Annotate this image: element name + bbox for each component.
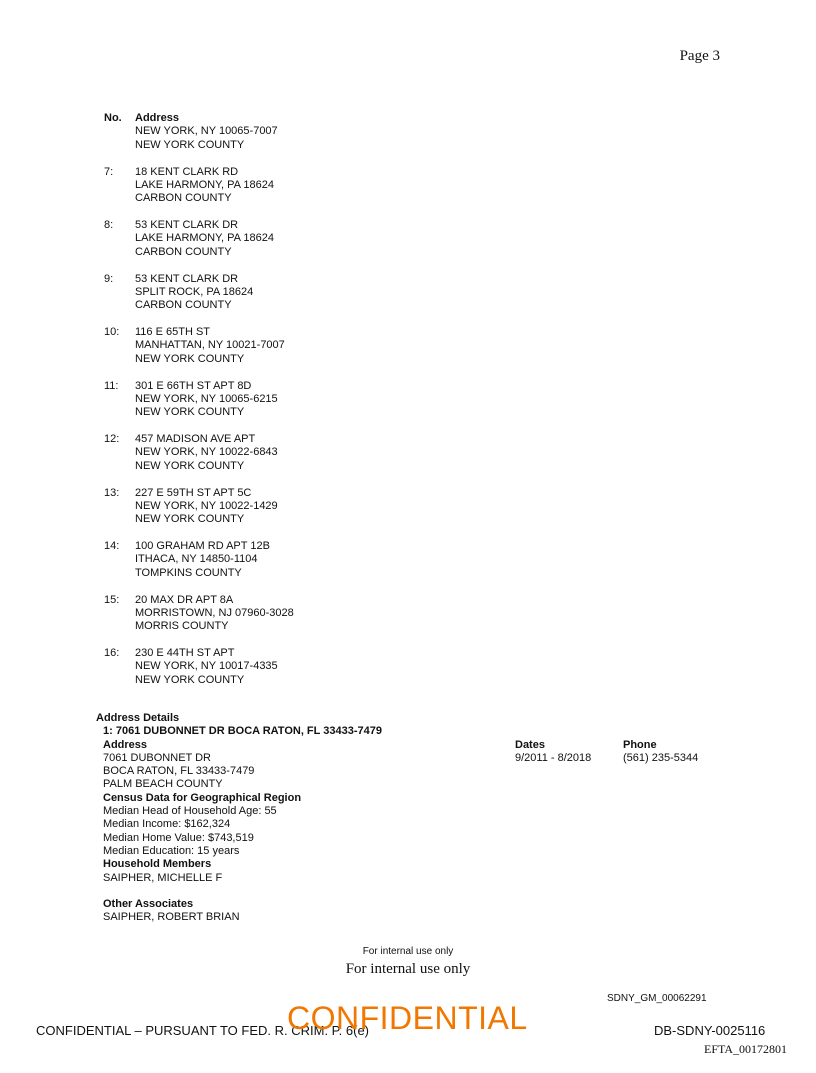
- dates-label: Dates: [515, 739, 545, 751]
- address-line: NEW YORK, NY 10022-6843: [135, 446, 278, 459]
- address-label: Address: [103, 738, 148, 751]
- address-line: NEW YORK COUNTY: [135, 406, 245, 419]
- bates-number-db: DB-SDNY-0025116: [654, 1023, 766, 1038]
- household-member: SAIPHER, MICHELLE F: [103, 871, 223, 884]
- internal-use-note: For internal use only: [362, 946, 454, 957]
- detail-address-line: 7061 DUBONNET DR: [103, 751, 211, 764]
- address-line: NEW YORK, NY 10022-1429: [135, 499, 278, 512]
- address-line: ITHACA, NY 14850-1104: [135, 553, 258, 566]
- dates-value: 9/2011 - 8/2018: [515, 752, 592, 765]
- address-line: 230 E 44TH ST APT: [135, 647, 235, 659]
- address-line: 18 KENT CLARK RD: [135, 165, 239, 178]
- address-number: 13:: [104, 486, 120, 499]
- section-title: Address Details: [96, 712, 180, 724]
- address-line: SPLIT ROCK, PA 18624: [135, 285, 254, 298]
- address-number: 12:: [104, 433, 120, 445]
- address-line: 301 E 66TH ST APT 8D: [135, 379, 252, 392]
- dates-column: [515, 739, 591, 766]
- address-number: 15:: [104, 593, 120, 606]
- address-line: CARBON COUNTY: [135, 192, 232, 205]
- address-details: [96, 712, 382, 924]
- address-number: 10:: [104, 326, 120, 338]
- detail-address-line: BOCA RATON, FL 33433-7479: [103, 765, 255, 778]
- address-line: 227 E 59TH ST APT 5C: [135, 486, 252, 499]
- address-line: LAKE HARMONY, PA 18624: [135, 178, 274, 191]
- confidential-stamp: CONFIDENTIAL: [287, 1000, 528, 1036]
- address-number: 14:: [104, 540, 120, 552]
- detail-address-line: PALM BEACH COUNTY: [103, 778, 223, 791]
- household-label: Household Members: [103, 858, 212, 871]
- address-number: 9:: [104, 272, 114, 285]
- address-line: 457 MADISON AVE APT: [135, 433, 256, 445]
- address-line: 53 KENT CLARK DR: [135, 272, 239, 285]
- address-line: NEW YORK COUNTY: [135, 138, 245, 151]
- associate: SAIPHER, ROBERT BRIAN: [103, 911, 240, 924]
- address-line: LAKE HARMONY, PA 18624: [135, 232, 274, 245]
- address-line: 100 GRAHAM RD APT 12B: [135, 540, 270, 552]
- address-line: MORRISTOWN, NJ 07960-3028: [135, 606, 294, 619]
- address-line: 53 KENT CLARK DR: [135, 219, 239, 231]
- census-line: Median Income: $162,324: [103, 818, 231, 831]
- census-line: Median Home Value: $743,519: [103, 831, 254, 844]
- phone-value: (561) 235-5344: [623, 752, 699, 765]
- address-line: CARBON COUNTY: [135, 299, 232, 312]
- internal-use-note-serif: For internal use only: [345, 961, 471, 977]
- address-line: MANHATTAN, NY 10021-7007: [135, 339, 285, 352]
- address-line: TOMPKINS COUNTY: [135, 566, 242, 579]
- phone-column: [623, 739, 698, 766]
- address-line: NEW YORK COUNTY: [135, 673, 245, 686]
- address-number: 11:: [104, 379, 119, 392]
- bates-number-gm: SDNY_GM_00062291: [607, 993, 707, 1004]
- page-number: Page 3: [679, 48, 720, 64]
- address-line: CARBON COUNTY: [135, 245, 232, 258]
- address-line: NEW YORK, NY 10017-4335: [135, 660, 278, 673]
- census-line: Median Head of Household Age: 55: [103, 805, 277, 818]
- address-number: 7:: [104, 165, 114, 178]
- phone-label: Phone: [623, 739, 657, 751]
- address-line: NEW YORK, NY 10065-7007: [135, 125, 278, 138]
- address-number: 16:: [104, 647, 120, 659]
- address-line: NEW YORK COUNTY: [135, 352, 245, 365]
- address-line: NEW YORK, NY 10065-6215: [135, 392, 278, 405]
- efta-number: EFTA_00172801: [704, 1042, 788, 1056]
- address-line: 116 E 65TH ST: [135, 326, 210, 338]
- address-line: MORRIS COUNTY: [135, 620, 229, 633]
- address-line: 20 MAX DR APT 8A: [135, 593, 234, 606]
- address-line: NEW YORK COUNTY: [135, 513, 245, 526]
- record-title: 1: 7061 DUBONNET DR BOCA RATON, FL 33433-7479: [103, 725, 382, 738]
- address-number: 8:: [104, 219, 114, 231]
- associates-label: Other Associates: [103, 897, 194, 910]
- confidential-notice: CONFIDENTIAL – PURSUANT TO FED. R. CRIM. P. 6(e): [36, 1023, 370, 1038]
- column-header-address: Address: [135, 112, 180, 124]
- census-line: Median Education: 15 years: [103, 844, 240, 857]
- column-header-no: No.: [104, 112, 122, 124]
- address-line: NEW YORK COUNTY: [135, 459, 245, 472]
- census-label: Census Data for Geographical Region: [103, 791, 302, 804]
